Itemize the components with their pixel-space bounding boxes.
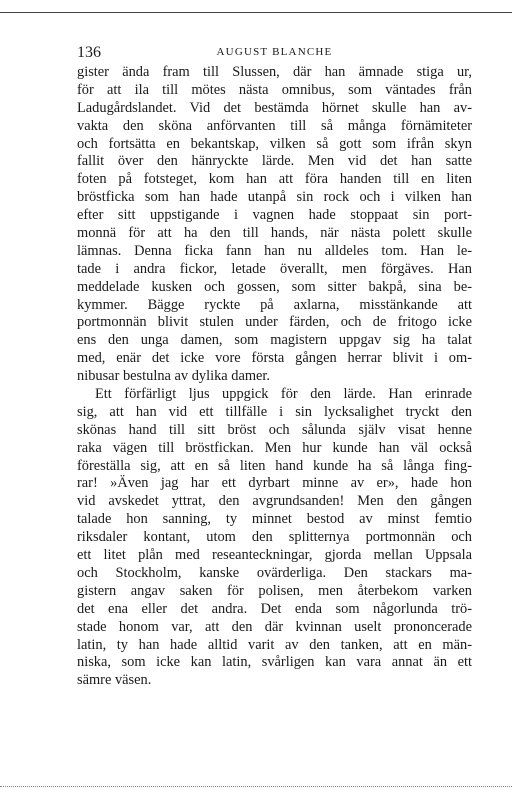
text-line: monnä för att ha den till hands, när nästa polett skulle [77, 225, 472, 242]
text-line: det ena eller det andra. Det enda som någorlunda trö- [77, 600, 472, 617]
running-head: AUGUST BLANCHE [216, 46, 333, 58]
text-line: fallit över den hänryckte lärde. Men vid det han satte [77, 153, 472, 170]
text-line: vakta den sköna anförvanten till så många förnämiteter [77, 117, 472, 134]
text-line: skönas hand till sitt bröst och sålunda själv visat henne [77, 421, 472, 438]
text-line: och fortsätta en bekantskap, vilken så gott som ifrån skyn [77, 135, 472, 152]
text-line: ett litet plån med reseanteckningar, gjorda mellan Uppsala [77, 547, 472, 564]
text-line: föreställa sig, att en så liten hand kunde ha så långa fing- [77, 457, 472, 474]
paragraph-start-line: Ett förfärligt ljus uppgick för den lärde. Han erinrade [95, 386, 472, 403]
text-line: rar! »Även jag har ett dyrbart minne av er», hade hon [77, 475, 472, 492]
text-line: vid avskedet yttrat, den avgrundsanden! Men den gången [77, 493, 472, 510]
text-line: Ladugårdslandet. Vid det bestämda hörnet skulle han av- [77, 99, 472, 116]
body-text [77, 64, 472, 690]
text-line: gistern angav saken för polisen, men återbekom varken [77, 582, 472, 599]
text-line: gister ända fram till Slussen, där han ämnade stiga ur, [77, 64, 472, 80]
text-line: raka vägen till bröstfickan. Men hur kunde han väl också [77, 439, 472, 456]
paragraph-end-line: nibusar bestulna av dylika damer. [77, 368, 271, 385]
text-line: foten på fotsteget, kom han att föra handen till en liten [77, 171, 472, 188]
text-line: med, enär det icke vore första gången herrar blivit i om- [77, 350, 472, 367]
text-line: niska, som icke kan latin, svårligen kan vara annat än ett [77, 654, 472, 671]
text-line: för att ila till mötes nästa omnibus, som väntades från [77, 81, 472, 98]
text-line: kymmer. Bägge ryckte på axlarna, misstänkande att [77, 296, 472, 313]
text-line: lämnas. Denna ficka fann han nu alldeles tom. Han le- [77, 242, 472, 259]
page-number: 136 [77, 44, 101, 61]
text-line: sig, att han vid ett tillfälle i sin lycksalighet tryckt den [77, 403, 472, 420]
text-line: efter sitt uppstigande i vagnen hade stoppaat sin port- [77, 207, 472, 224]
text-line: bröstficka som han hade utanpå sin rock och i vilken han [77, 189, 472, 206]
top-scan-edge [0, 12, 512, 13]
text-line: latin, ty han hade alltid varit av den tanken, att en män- [77, 636, 472, 653]
text-line: portmonnän blivit stulen under färden, och de fritogo icke [77, 314, 472, 331]
text-line: stade honom var, att den där kvinnan uselt prononcerade [77, 618, 472, 635]
text-line: talade hon sanning, ty minnet bestod av minst femtio [77, 511, 472, 528]
paragraph-end-line: sämre väsen. [77, 672, 152, 689]
text-line: riksdaler kontant, utom den splitternya portmonnän och [77, 529, 472, 546]
page-header [77, 44, 472, 64]
text-line: tade i andra fickor, letade överallt, men förgäves. Han [77, 260, 472, 277]
text-line: ens den unga damen, som magistern uppgav sig ha talat [77, 332, 472, 349]
text-line: meddelade kusken och gossen, som sitter bakpå, sina be- [77, 278, 472, 295]
bottom-scan-edge [0, 786, 512, 787]
text-line: och Stockholm, kanske ovärderliga. Den stackars ma- [77, 564, 472, 581]
